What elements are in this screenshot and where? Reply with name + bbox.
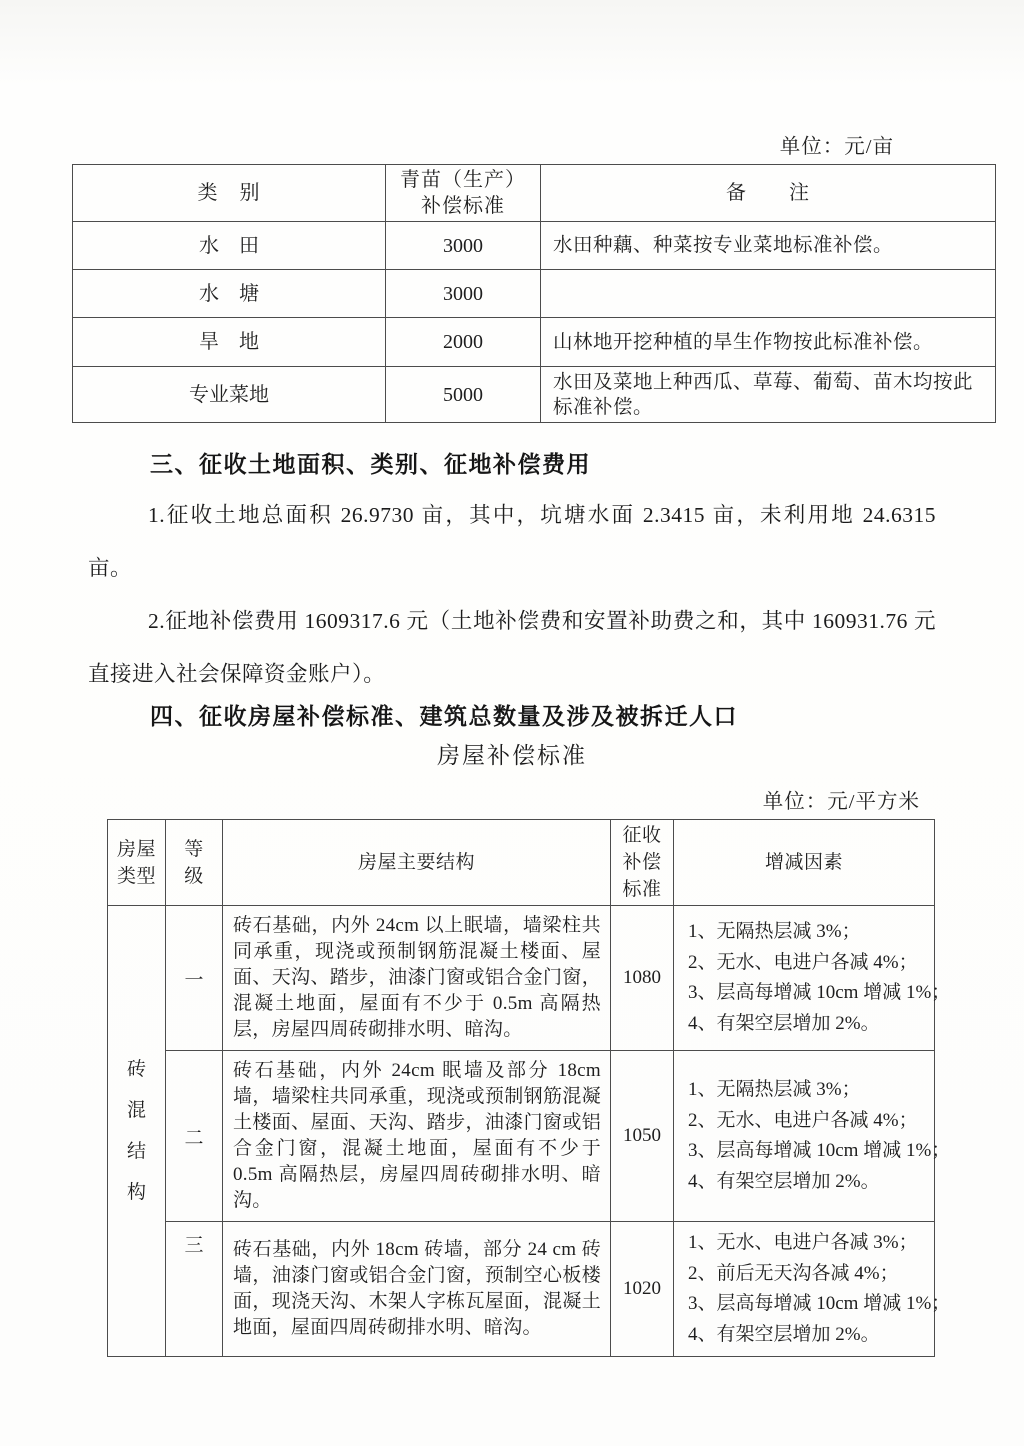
house-factors	[674, 906, 951, 1051]
house-row-grade-1	[108, 906, 935, 1051]
house-standard: 1020	[611, 1222, 674, 1357]
crop-header-standard: 青苗（生产）补偿标准	[386, 165, 541, 222]
house-row-grade-2	[108, 1051, 935, 1222]
house-table-header-row	[108, 820, 935, 906]
crop-remark	[541, 270, 996, 318]
body-text	[0, 449, 1024, 771]
house-grade: 三	[166, 1222, 223, 1357]
factor-item: 4、有架空层增加 2%。	[688, 1012, 880, 1034]
crop-table-header-row	[73, 165, 996, 222]
house-structure: 砖石基础，内外 24cm 以上眠墙，墙梁柱共同承重，现浇或预制钢筋混凝土楼面、屋面、天沟、踏步，油漆门窗或铝合金门窗，混凝土地面，屋面有不少于 0.5m 高隔热层，房屋四周砖砌排水明、暗沟。	[223, 906, 611, 1051]
crop-compensation-table	[72, 164, 996, 423]
house-standard: 1050	[611, 1051, 674, 1222]
house-type-cell: 砖混结构	[108, 906, 166, 1357]
factor-item: 2、无水、电进户各减 4%；	[688, 1109, 918, 1131]
factor-item: 1、无隔热层减 3%；	[688, 921, 861, 942]
house-factors	[674, 1051, 951, 1222]
crop-category: 旱 地	[73, 318, 386, 367]
crop-remark: 水田种藕、种菜按专业菜地标准补偿。	[541, 222, 996, 270]
house-header-type: 房屋类型	[108, 820, 166, 906]
house-grade: 二	[166, 1051, 223, 1222]
crop-standard: 3000	[386, 222, 541, 270]
factor-item: 2、无水、电进户各减 4%；	[688, 951, 918, 973]
house-standard: 1080	[611, 906, 674, 1051]
crop-row-pond	[73, 270, 996, 318]
unit-label-house-table: 单位：元/平方米	[762, 791, 920, 813]
crop-remark: 水田及菜地上种西瓜、草莓、葡萄、苗木均按此标准补偿。	[541, 367, 996, 423]
house-header-factors: 增减因素	[674, 820, 935, 906]
paragraph-compensation-fee: 2.征地补偿费用 1609317.6 元（土地补偿费和安置补助费之和，其中 160931.76 元直接进入社会保障资金账户）。	[88, 609, 936, 686]
house-compensation-table	[107, 819, 951, 1357]
factor-item: 4、有架空层增加 2%。	[688, 1323, 880, 1345]
unit-label-crop-table: 单位：元/亩	[779, 136, 894, 158]
house-header-standard: 征收补偿标准	[611, 820, 674, 906]
house-factors	[674, 1222, 951, 1357]
factor-item: 4、有架空层增加 2%。	[688, 1170, 880, 1192]
crop-remark: 山林地开挖种植的旱生作物按此标准补偿。	[541, 318, 996, 367]
crop-standard: 2000	[386, 318, 541, 367]
crop-standard: 5000	[386, 367, 541, 423]
crop-category: 专业菜地	[73, 367, 386, 423]
factor-item: 3、层高每增减 10cm 增减 1%；	[688, 1293, 951, 1314]
house-structure: 砖石基础，内外 24cm 眠墙及部分 18cm 墙，墙梁柱共同承重，现浇或预制钢筋混凝土楼面、屋面、天沟、踏步，油漆门窗或铝合金门窗，混凝土地面，屋面有不少于 0.5m 高隔热层，房屋四周砖砌排水明、暗沟。	[223, 1051, 611, 1222]
crop-standard: 3000	[386, 270, 541, 318]
factor-item: 1、无隔热层减 3%；	[688, 1079, 861, 1100]
factor-item: 3、层高每增减 10cm 增减 1%；	[688, 982, 951, 1003]
factor-item: 2、前后无天沟各减 4%；	[688, 1262, 899, 1284]
crop-row-vegetable	[73, 367, 996, 423]
paragraph-land-area: 1.征收土地总面积 26.9730 亩，其中，坑塘水面 2.3415 亩，未利用地 24.6315 亩。	[88, 503, 936, 580]
crop-category: 水 田	[73, 222, 386, 270]
house-structure: 砖石基础，内外 18cm 砖墙，部分 24 cm 砖墙，油漆门窗或铝合金门窗，预制空心板楼面，现浇天沟、木架人字栋瓦屋面，混凝土地面，屋面四周砖砌排水明、暗沟。	[223, 1222, 611, 1357]
section-4-heading: 四、征收房屋补偿标准、建筑总数量及涉及被拆迁人口	[150, 703, 738, 729]
house-grade: 一	[166, 906, 223, 1051]
section-3-heading: 三、征收土地面积、类别、征地补偿费用	[150, 451, 591, 477]
house-header-structure: 房屋主要结构	[223, 820, 611, 906]
crop-row-paddy	[73, 222, 996, 270]
factor-item: 1、无水、电进户各减 3%；	[688, 1232, 918, 1253]
crop-header-remark: 备 注	[541, 165, 996, 222]
crop-header-category: 类 别	[73, 165, 386, 222]
factor-item: 3、层高每增减 10cm 增减 1%；	[688, 1140, 951, 1161]
house-header-grade: 等级	[166, 820, 223, 906]
house-table-subtitle: 房屋补偿标准	[437, 743, 587, 768]
house-row-grade-3	[108, 1222, 935, 1357]
crop-category: 水 塘	[73, 270, 386, 318]
crop-row-dryland	[73, 318, 996, 367]
